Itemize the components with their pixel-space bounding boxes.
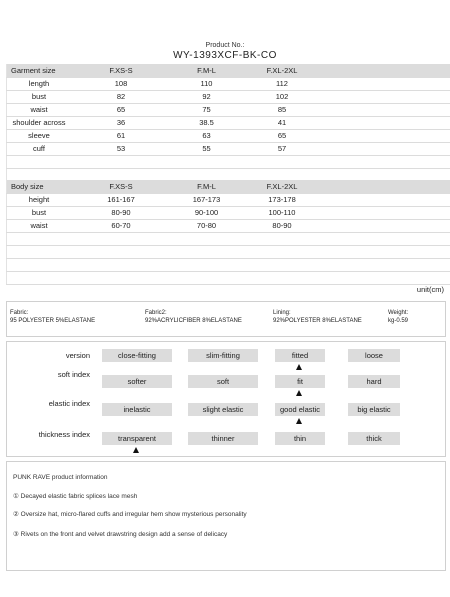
table-cell: 38.5 [171, 117, 242, 130]
table-cell: 90-100 [171, 207, 242, 220]
table-cell: 55 [171, 143, 242, 156]
product-info-item: ① Decayed elastic fabric splices lace mesh [13, 493, 138, 500]
version-option-fitted: fitted [275, 349, 325, 362]
soft-option-hard: hard [348, 375, 400, 388]
empty-row [7, 246, 450, 259]
thickness-index-label: thickness index [38, 430, 90, 439]
table-row [7, 207, 450, 220]
soft-index-selected-marker [296, 390, 302, 396]
table-row [7, 117, 450, 130]
table-cell: 92 [171, 91, 242, 104]
elastic-option-big-elastic: big elastic [348, 403, 400, 416]
table-cell: 60-70 [71, 220, 171, 233]
body-size-table [6, 180, 450, 285]
table-cell: 36 [71, 117, 171, 130]
elastic-index-label: elastic index [48, 399, 90, 408]
body-table-header [7, 180, 450, 194]
version-option-close-fitting: close-fitting [102, 349, 172, 362]
table-cell: 173-178 [242, 194, 322, 207]
version-label: version [65, 351, 90, 360]
table-cell: 63 [171, 130, 242, 143]
row-label: waist [7, 104, 72, 117]
thickness-index-selected-marker [133, 447, 139, 453]
row-label: bust [7, 91, 72, 104]
fabric-info-box [6, 301, 446, 337]
table-cell: 65 [71, 104, 171, 117]
size-header-m-l: F.M-L [171, 180, 242, 194]
thickness-option-thin: thin [275, 432, 325, 445]
table-cell: 82 [71, 91, 171, 104]
product-number: WY-1393XCF-BK-CO [173, 50, 277, 61]
table-row [7, 130, 450, 143]
row-label: waist [7, 220, 72, 233]
elastic-index-selected-marker [296, 418, 302, 424]
soft-option-softer: softer [102, 375, 172, 388]
table-cell: 85 [242, 104, 322, 117]
row-label: sleeve [7, 130, 72, 143]
fabric2-label: Fabric2: [145, 310, 167, 316]
weight-label: Weight: [388, 310, 409, 316]
table-cell: 80-90 [242, 220, 322, 233]
row-label: shoulder across [7, 117, 72, 130]
size-header-xl-2xl: F.XL-2XL [242, 180, 322, 194]
empty-row [7, 272, 450, 285]
product-info-title: PUNK RAVE product information [13, 474, 108, 481]
row-label: height [7, 194, 72, 207]
table-cell: 102 [242, 91, 322, 104]
body-size-header: Body size [7, 180, 72, 194]
empty-row [7, 259, 450, 272]
version-option-slim-fitting: slim-fitting [188, 349, 258, 362]
table-row [7, 91, 450, 104]
product-number-label: Product No.: [205, 42, 245, 49]
fabric-value: 95 POLYESTER 5%ELASTANE [10, 318, 96, 324]
size-header-xs-s: F.XS-S [71, 180, 171, 194]
lining-label: Lining: [273, 310, 291, 316]
thickness-option-thinner: thinner [188, 432, 258, 445]
product-info-item: ② Oversize hat, micro-flared cuffs and irregular hem show mysterious personality [13, 511, 247, 518]
product-information-box [6, 461, 446, 571]
table-cell: 53 [71, 143, 171, 156]
soft-index-label: soft index [57, 370, 90, 379]
table-row [7, 143, 450, 156]
thickness-option-transparent: transparent [102, 432, 172, 445]
table-cell: 57 [242, 143, 322, 156]
table-cell: 167-173 [171, 194, 242, 207]
unit-label: unit(cm) [416, 285, 444, 294]
lining-value: 92%POLYESTER 8%ELASTANE [273, 318, 362, 324]
table-cell: 110 [171, 78, 242, 91]
soft-option-fit: fit [275, 375, 325, 388]
row-label: length [7, 78, 72, 91]
table-row [7, 194, 450, 207]
size-header-xl-2xl: F.XL-2XL [242, 64, 322, 78]
row-label: cuff [7, 143, 72, 156]
table-cell: 112 [242, 78, 322, 91]
table-cell: 41 [242, 117, 322, 130]
size-header-xs-s: F.XS-S [71, 64, 171, 78]
table-row [7, 104, 450, 117]
soft-option-soft: soft [188, 375, 258, 388]
table-cell: 70-80 [171, 220, 242, 233]
garment-table-header [7, 64, 450, 78]
table-cell: 80-90 [71, 207, 171, 220]
fabric2-value: 92%ACRYLICFIBER 8%ELASTANE [145, 318, 242, 324]
weight-value: kg-0.59 [388, 318, 409, 324]
elastic-option-slight-elastic: slight elastic [188, 403, 258, 416]
garment-size-header: Garment size [7, 64, 72, 78]
version-selected-marker [296, 364, 302, 370]
fabric-label: Fabric: [10, 310, 29, 316]
table-cell: 108 [71, 78, 171, 91]
garment-properties-box [6, 341, 446, 457]
size-header-m-l: F.M-L [171, 64, 242, 78]
table-cell: 161-167 [71, 194, 171, 207]
elastic-option-good-elastic: good elastic [275, 403, 325, 416]
thickness-option-thick: thick [348, 432, 400, 445]
product-info-item: ③ Rivets on the front and velvet drawstring design add a sense of delicacy [13, 531, 228, 538]
empty-row [7, 233, 450, 246]
elastic-option-inelastic: inelastic [102, 403, 172, 416]
garment-size-table [6, 64, 450, 182]
row-label: bust [7, 207, 72, 220]
table-row [7, 78, 450, 91]
table-cell: 75 [171, 104, 242, 117]
table-cell: 65 [242, 130, 322, 143]
table-row [7, 220, 450, 233]
table-cell: 61 [71, 130, 171, 143]
table-cell: 100-110 [242, 207, 322, 220]
version-option-loose: loose [348, 349, 400, 362]
empty-row [7, 156, 450, 169]
